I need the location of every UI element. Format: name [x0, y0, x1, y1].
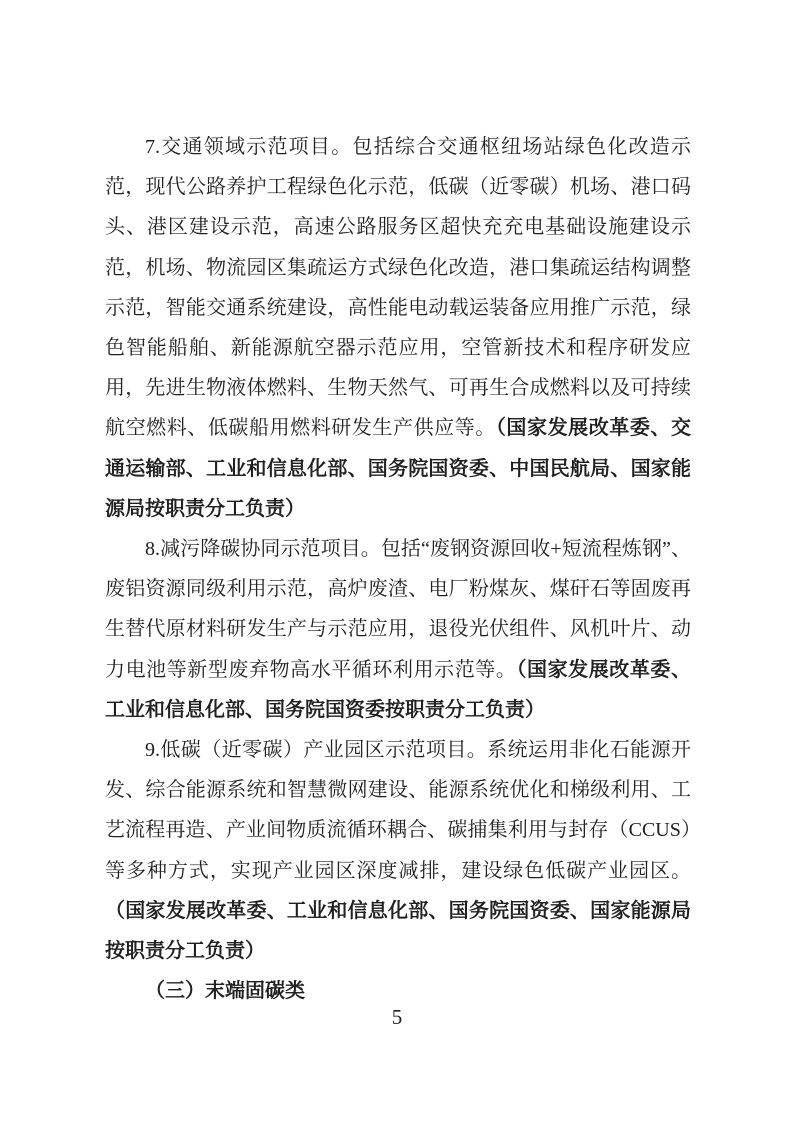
paragraph-7-transport-demo [105, 127, 691, 529]
paragraph-8-body-text: 8.减污降碳协同示范项目。包括“废钢资源回收+短流程炼钢”、废铝资源同级利用示范，高炉废渣、电厂粉煤灰、煤矸石等固废再生替代原材料研发生产与示范应用，退役光伏组件、风机叶片、动力电池等新型废弃物高水平循环利用示范等。 [105, 538, 691, 681]
paragraph-8-responsible-departments: （国家发展改革委、工业和信息化部、国务院国资委按职责分工负责） [105, 658, 692, 721]
page-content [105, 127, 691, 1011]
page-number: 5 [391, 1005, 403, 1029]
paragraph-9-body-text: 9.低碳（近零碳）产业园区示范项目。系统运用非化石能源开发、综合能源系统和智慧微网建设、能源系统优化和梯级利用、工艺流程再造、产业间物质流循环耦合、碳捕集利用与封存（CCUS）等多种方式，实现产业园区深度减排，建设绿色低碳产业园区。 [105, 739, 691, 882]
paragraph-7-responsible-departments: （国家发展改革委、交通运输部、工业和信息化部、国务院国资委、中国民航局、国家能源局按职责分工负责） [105, 417, 692, 520]
paragraph-9-responsible-departments: （国家发展改革委、工业和信息化部、国务院国资委、国家能源局按职责分工负责） [105, 899, 691, 963]
paragraph-7-body-text: 7.交通领域示范项目。包括综合交通枢纽场站绿色化改造示范，现代公路养护工程绿色化示范，低碳（近零碳）机场、港口码头、港区建设示范，高速公路服务区超快充充电基础设施建设示范，机场、物流园区集疏运方式绿色化改造，港口集疏运结构调整示范，智能交通系统建设，高性能电动载运装备应用推广示范，绿色智能船舶、新能源航空器示范应用，空管新技术和程序研发应用，先进生物液体燃料、生物天然气、可再生合成燃料以及可持续航空燃料、低碳船用燃料研发生产供应等。 [105, 136, 691, 440]
section-heading-terminal-carbon-fixation: （三）末端固碳类 [145, 980, 305, 1003]
paragraph-9-low-carbon-park-demo [105, 730, 691, 971]
paragraph-8-pollution-carbon-demo [105, 529, 691, 730]
